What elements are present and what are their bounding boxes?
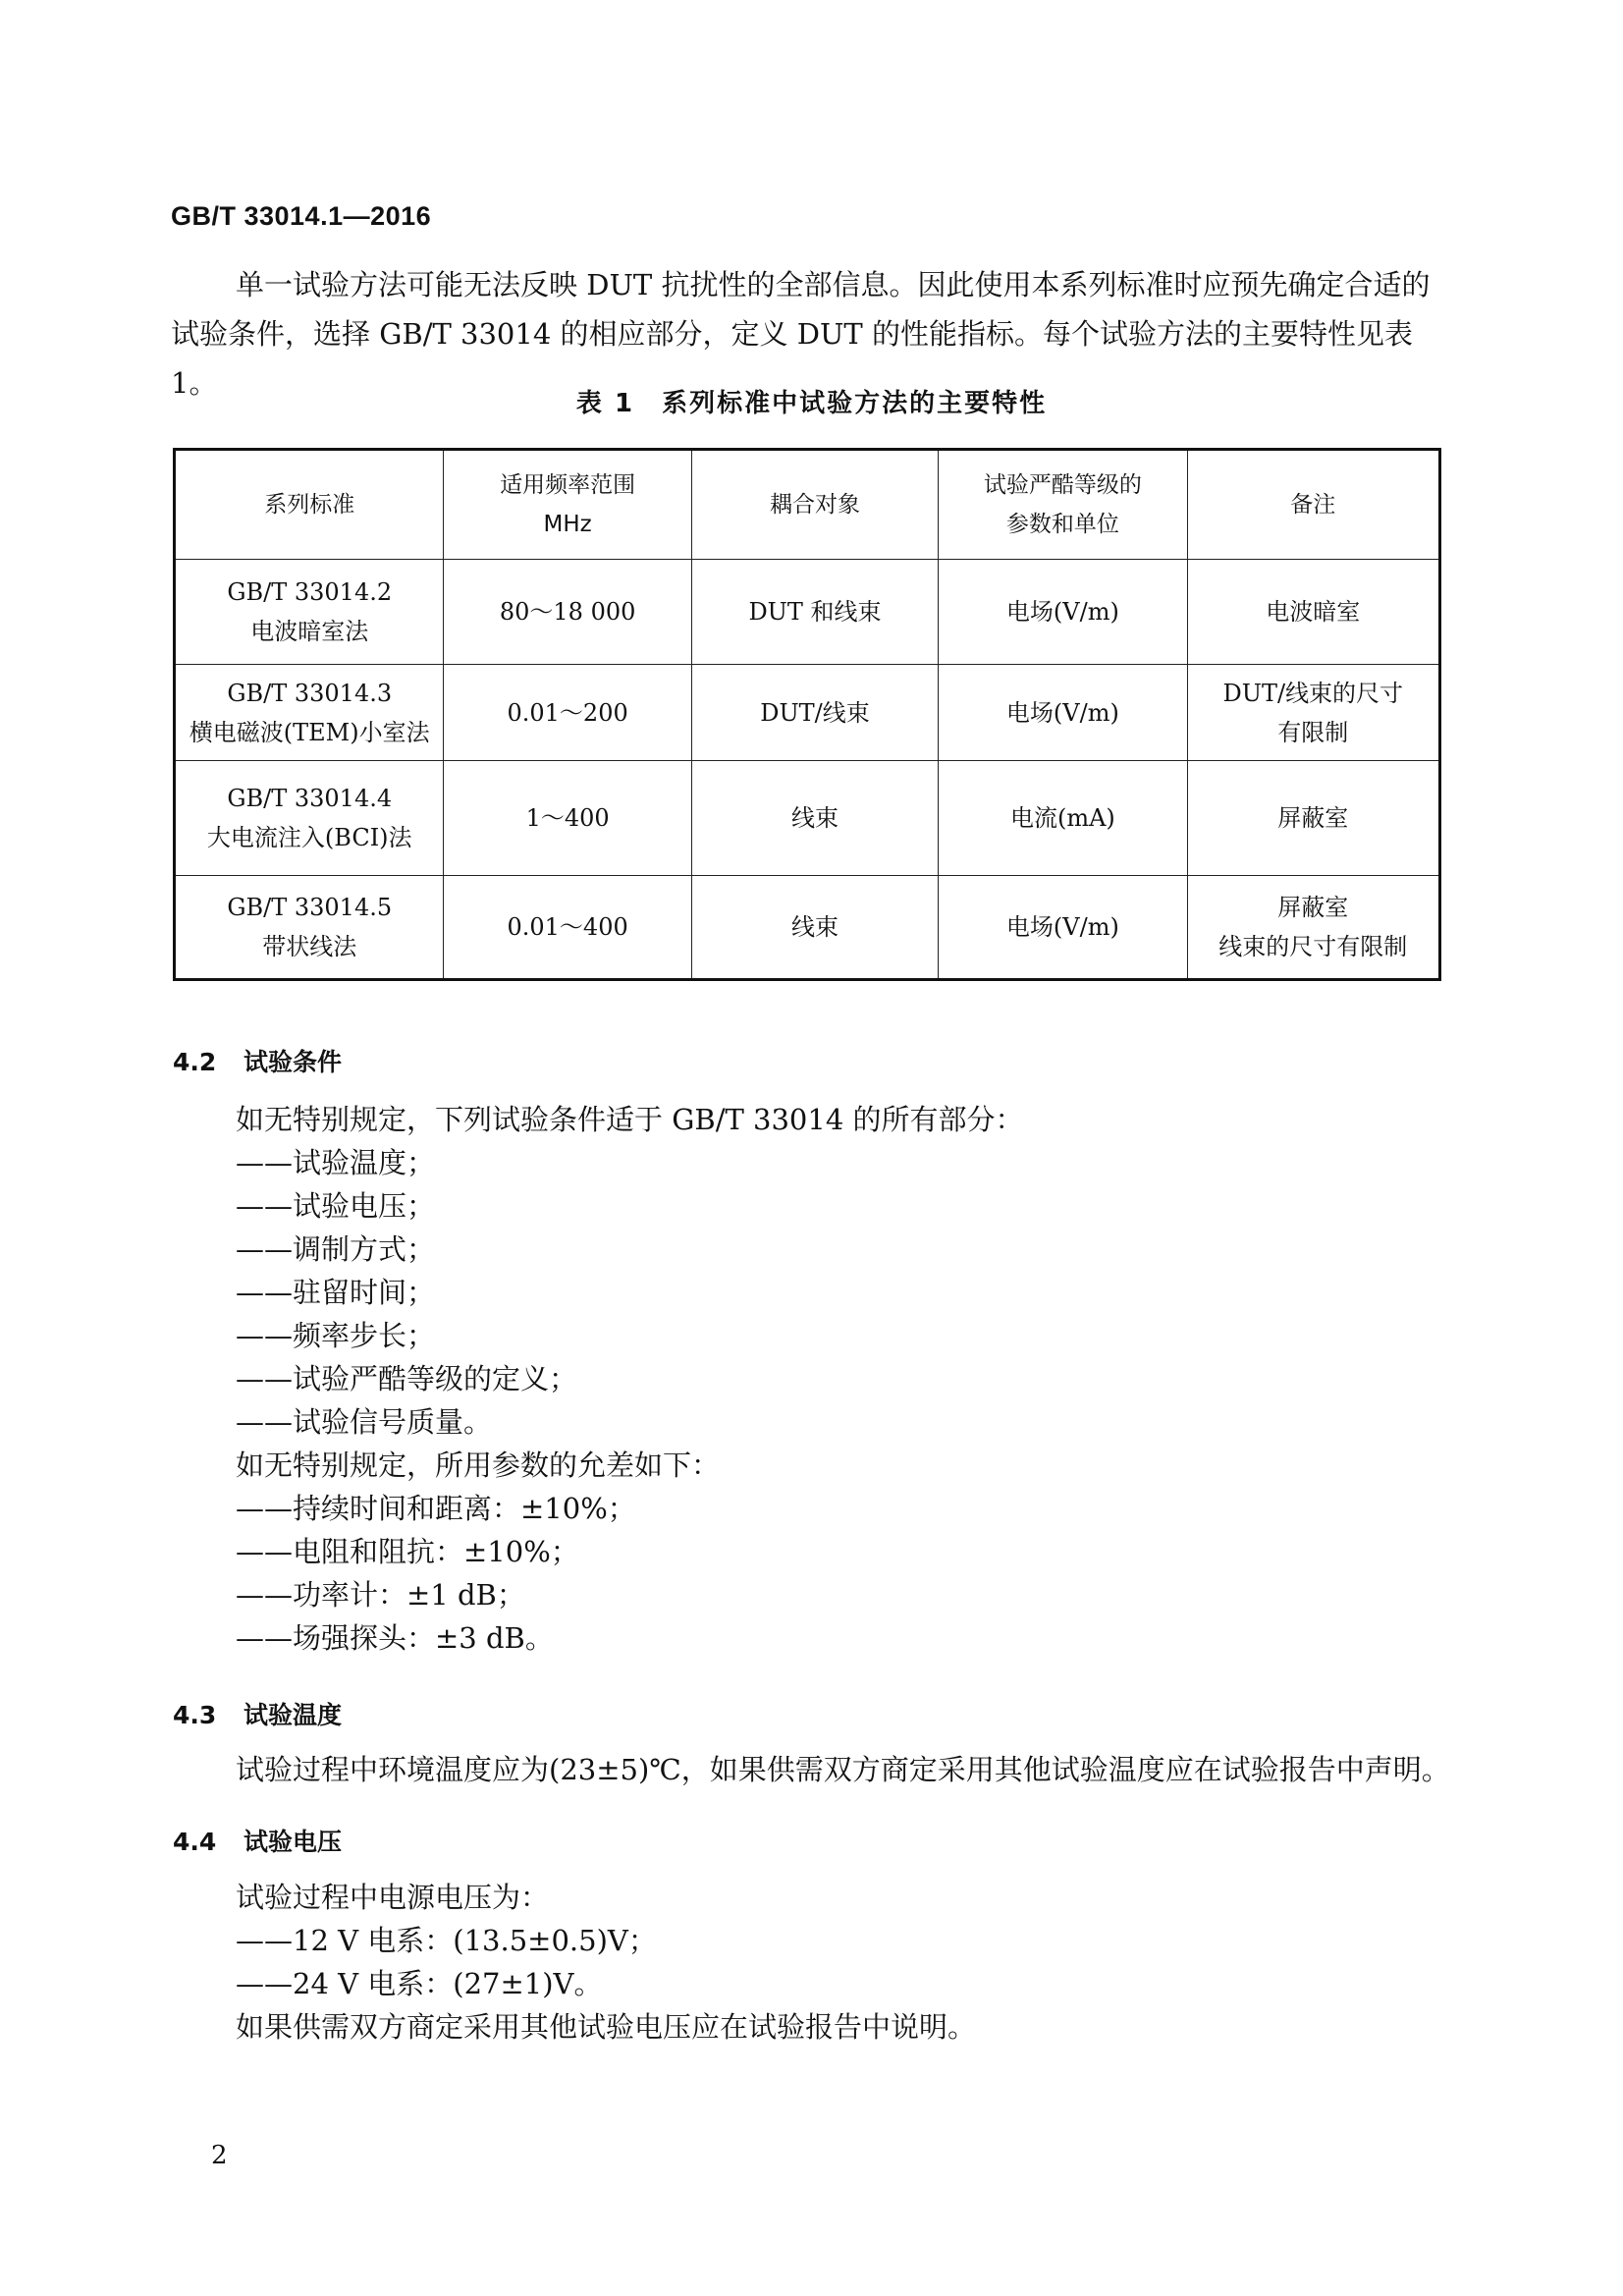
list-item: ——试验电压； <box>236 1189 436 1223</box>
header-severity <box>939 450 1187 560</box>
section-4-2-heading <box>173 1043 342 1078</box>
std-name: 带状线法 <box>262 933 357 960</box>
table-1 <box>173 448 1441 981</box>
cell-frequency: 1～400 <box>444 761 691 876</box>
section-4-2-body <box>236 1098 1024 1660</box>
body-text: 试验过程中电源电压为： <box>236 1881 550 1914</box>
remark-line-1: DUT/线束的尺寸 <box>1222 679 1404 707</box>
cell-coupling: 线束 <box>691 761 938 876</box>
remark-line-2: 有限制 <box>1277 718 1349 746</box>
section-4-4-body <box>236 1876 976 2049</box>
cell-severity: 电场(V/m) <box>939 665 1187 761</box>
cell-coupling: DUT/线束 <box>691 665 938 761</box>
cell-remarks <box>1187 876 1439 980</box>
table-row <box>175 665 1440 761</box>
header-frequency-line-1: 适用频率范围 <box>500 472 636 498</box>
section-number: 4.4 <box>173 1828 217 1856</box>
cell-standard <box>175 560 444 665</box>
cell-frequency: 80～18 000 <box>444 560 691 665</box>
cell-standard <box>175 761 444 876</box>
cell-remarks <box>1187 560 1439 665</box>
list-item: ——试验严酷等级的定义； <box>236 1362 578 1395</box>
std-code: GB/T 33014.3 <box>227 679 393 707</box>
body-text: 如无特别规定，下列试验条件适于 GB/T 33014 的所有部分： <box>236 1103 1024 1136</box>
cell-severity: 电场(V/m) <box>939 876 1187 980</box>
table-row <box>175 876 1440 980</box>
remark-line-2: 线束的尺寸有限制 <box>1218 933 1408 960</box>
remark-line-1: 电波暗室 <box>1266 598 1361 626</box>
std-code: GB/T 33014.2 <box>227 578 393 606</box>
cell-severity: 电场(V/m) <box>939 560 1187 665</box>
list-item: ——驻留时间； <box>236 1276 436 1309</box>
intro-line-2: 试验条件，选择 GB/T 33014 的相应部分，定义 DUT 的性能指标。每个试验方法的主要特性见表 1。 <box>171 317 1413 400</box>
cell-coupling: 线束 <box>691 876 938 980</box>
remark-line-1: 屏蔽室 <box>1277 804 1349 832</box>
cell-frequency: 0.01～400 <box>444 876 691 980</box>
page-number: 2 <box>211 2141 228 2170</box>
list-item: ——频率步长； <box>236 1319 436 1352</box>
list-item: ——24 V 电系：(27±1)V。 <box>236 1967 603 2000</box>
table-header-row <box>175 450 1440 560</box>
cell-remarks <box>1187 761 1439 876</box>
body-text: 如无特别规定，所用参数的允差如下： <box>236 1449 721 1482</box>
table-row <box>175 761 1440 876</box>
intro-line-1: 单一试验方法可能无法反映 DUT 抗扰性的全部信息。因此使用本系列标准时应预先确定合适的 <box>236 268 1431 301</box>
section-number: 4.3 <box>173 1701 217 1729</box>
list-item: ——持续时间和距离：±10%； <box>236 1492 636 1525</box>
table-row <box>175 560 1440 665</box>
std-name: 电波暗室法 <box>250 618 369 645</box>
standard-code-header: GB/T 33014.1—2016 <box>171 201 432 231</box>
header-standard: 系列标准 <box>175 450 444 560</box>
cell-remarks <box>1187 665 1439 761</box>
header-coupling: 耦合对象 <box>691 450 938 560</box>
remark-line-1: 屏蔽室 <box>1277 894 1349 921</box>
header-remarks: 备注 <box>1187 450 1439 560</box>
list-item: ——调制方式； <box>236 1232 436 1266</box>
header-frequency-unit: MHz <box>543 512 592 537</box>
std-code: GB/T 33014.5 <box>227 894 393 921</box>
body-text: 如果供需双方商定采用其他试验电压应在试验报告中说明。 <box>236 2010 977 2044</box>
section-4-3-heading <box>173 1696 342 1731</box>
section-title: 试验条件 <box>243 1048 343 1076</box>
section-4-3-body <box>236 1748 1450 1791</box>
header-frequency <box>444 450 691 560</box>
std-code: GB/T 33014.4 <box>227 785 393 812</box>
section-4-4-heading <box>173 1823 342 1858</box>
cell-standard <box>175 665 444 761</box>
header-severity-line-2: 参数和单位 <box>1005 512 1119 537</box>
cell-severity: 电流(mA) <box>939 761 1187 876</box>
list-item: ——功率计：±1 dB； <box>236 1578 525 1612</box>
std-name: 大电流注入(BCI)法 <box>206 824 412 851</box>
header-severity-line-1: 试验严酷等级的 <box>983 472 1142 498</box>
list-item: ——试验信号质量。 <box>236 1405 493 1439</box>
list-item: ——电阻和阻抗：±10%； <box>236 1535 579 1568</box>
cell-coupling: DUT 和线束 <box>691 560 938 665</box>
list-item: ——12 V 电系：(13.5±0.5)V； <box>236 1924 657 1957</box>
section-title: 试验电压 <box>243 1828 343 1856</box>
cell-frequency: 0.01～200 <box>444 665 691 761</box>
list-item: ——试验温度； <box>236 1146 436 1179</box>
body-text: 试验过程中环境温度应为(23±5)℃，如果供需双方商定采用其他试验温度应在试验报告中声明。 <box>236 1753 1450 1786</box>
cell-standard <box>175 876 444 980</box>
list-item: ——场强探头：±3 dB。 <box>236 1621 554 1655</box>
section-number: 4.2 <box>173 1048 217 1076</box>
table-1-title: 表 1 系列标准中试验方法的主要特性 <box>575 389 1048 418</box>
section-title: 试验温度 <box>243 1701 343 1729</box>
std-name: 横电磁波(TEM)小室法 <box>189 718 430 746</box>
